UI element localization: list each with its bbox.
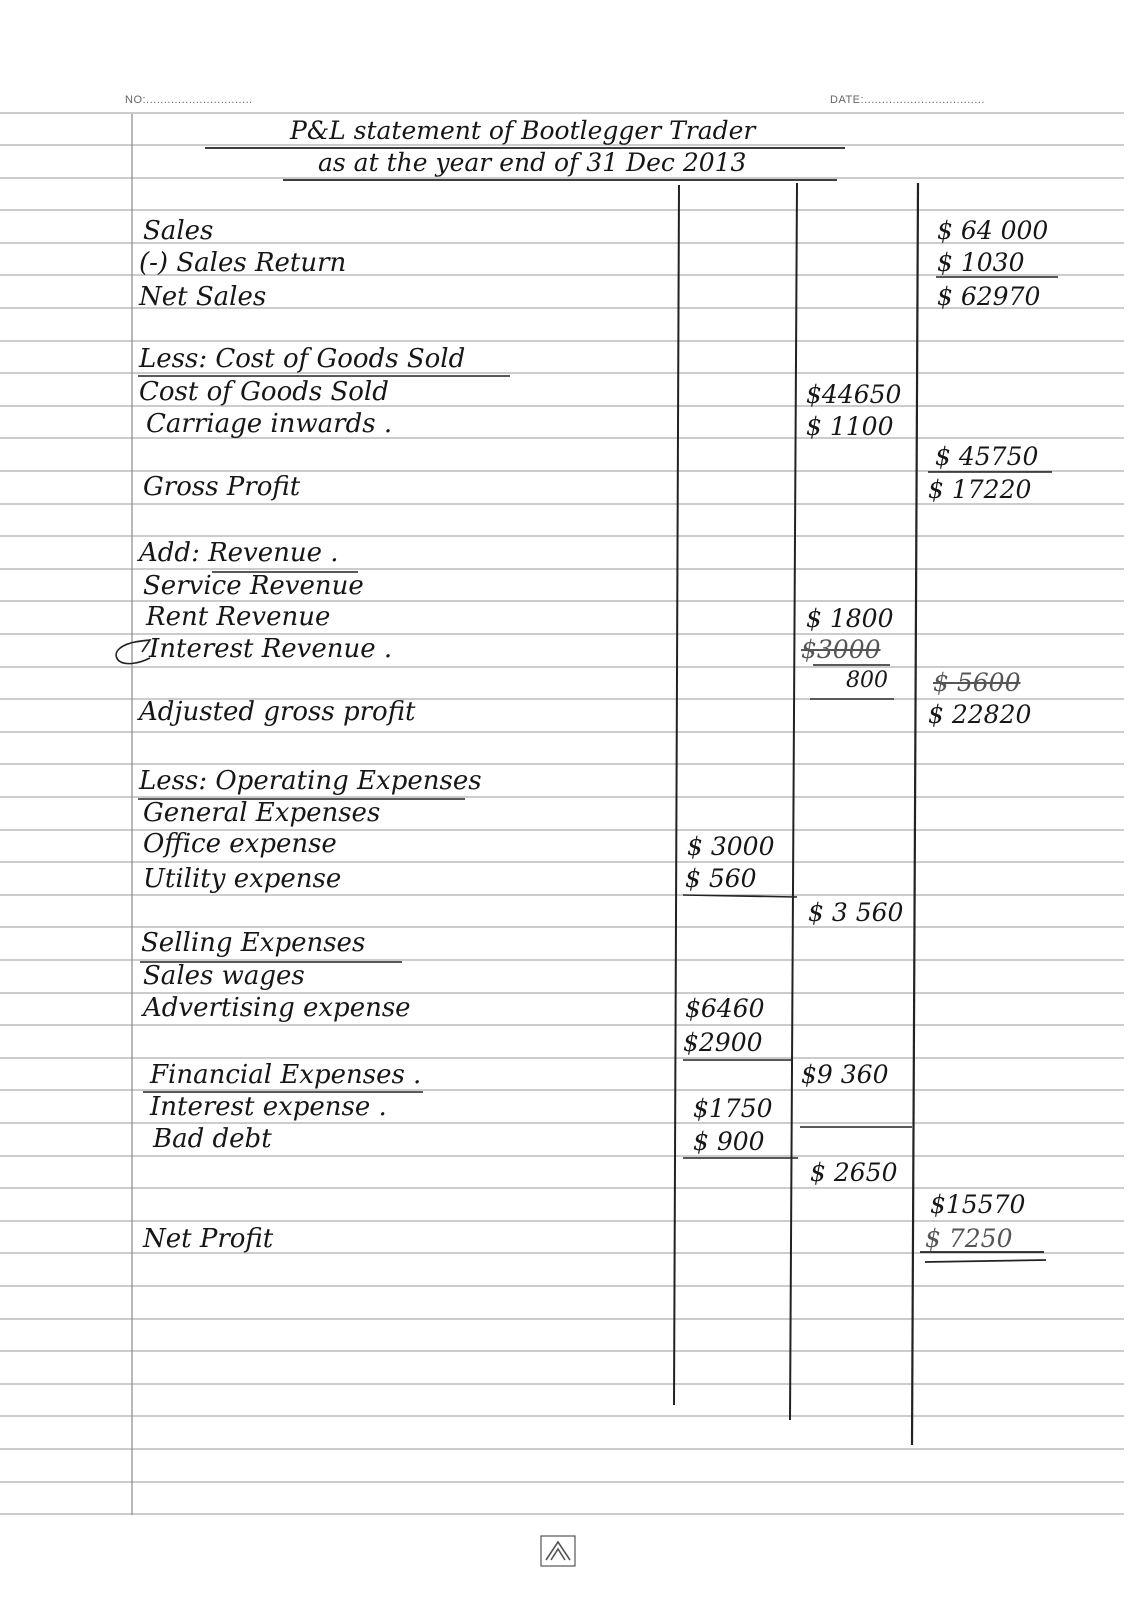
row-sales-wages: Sales wages: [143, 961, 305, 991]
amount-general-total: $ 3 560: [808, 898, 904, 927]
amount-cogs: $44650: [806, 380, 902, 409]
amount-selling-total: $9 360: [801, 1060, 889, 1089]
row-utility-expense: Utility expense: [143, 864, 342, 894]
amount-opex-total: $15570: [930, 1190, 1026, 1219]
row-bad-debt: Bad debt: [153, 1124, 272, 1154]
row-less-opex: Less: Operating Expenses: [139, 766, 482, 796]
amount-utility-expense: $ 560: [685, 864, 757, 893]
amount-advertising: $2900: [683, 1028, 763, 1057]
amount-sales: $ 64 000: [937, 216, 1049, 245]
amount-adjusted-gp: $ 22820: [928, 700, 1032, 729]
amount-interest-revenue-corrected: 800: [846, 668, 888, 693]
row-sales-return: (-) Sales Return: [139, 248, 347, 278]
amount-gross-profit: $ 17220: [928, 475, 1032, 504]
row-office-expense: Office expense: [143, 829, 337, 859]
row-carriage: Carriage inwards .: [146, 409, 393, 439]
row-less-cogs: Less: Cost of Goods Sold: [139, 344, 466, 374]
row-selling-expenses: Selling Expenses: [141, 928, 366, 958]
row-service-revenue: Service Revenue: [143, 571, 364, 601]
row-net-sales: Net Sales: [139, 282, 267, 312]
amount-interest-revenue: $3000: [801, 635, 881, 664]
row-add-revenue: Add: Revenue .: [139, 538, 339, 568]
amount-office-expense: $ 3000: [687, 832, 775, 861]
row-interest-expense: Interest expense .: [150, 1092, 387, 1122]
row-interest-revenue: Interest Revenue .: [149, 634, 393, 664]
amount-sales-wages: $6460: [685, 994, 765, 1023]
row-general-expenses: General Expenses: [143, 798, 381, 828]
amount-sales-return: $ 1030: [937, 248, 1025, 277]
row-financial-expenses: Financial Expenses .: [150, 1060, 422, 1090]
amount-carriage: $ 1100: [806, 412, 894, 441]
row-sales: Sales: [143, 216, 214, 246]
amount-net-sales: $ 62970: [937, 282, 1041, 311]
title-line-2: as at the year end of 31 Dec 2013: [318, 148, 747, 177]
amount-net-profit: $ 7250: [925, 1224, 1013, 1253]
row-cogs: Cost of Goods Sold: [139, 377, 389, 407]
row-advertising: Advertising expense: [143, 993, 411, 1023]
title-line-1: P&L statement of Bootlegger Trader: [290, 116, 756, 145]
row-rent-revenue: Rent Revenue: [146, 602, 331, 632]
amount-financial-total: $ 2650: [810, 1158, 898, 1187]
amount-bad-debt: $ 900: [693, 1127, 765, 1156]
amount-rent-revenue: $ 1800: [806, 604, 894, 633]
amount-cogs-total: $ 45750: [935, 442, 1039, 471]
no-field: NO:..............................: [125, 94, 253, 106]
amount-interest-expense: $1750: [693, 1094, 773, 1123]
row-adjusted-gross-profit: Adjusted gross profit: [139, 697, 416, 727]
paper-logo-icon: [541, 1536, 575, 1566]
date-field: DATE:..................................: [830, 94, 985, 106]
row-net-profit: Net Profit: [143, 1224, 274, 1254]
row-gross-profit: Gross Profit: [143, 472, 301, 502]
amount-revenue-total: $ 5600: [933, 668, 1021, 697]
